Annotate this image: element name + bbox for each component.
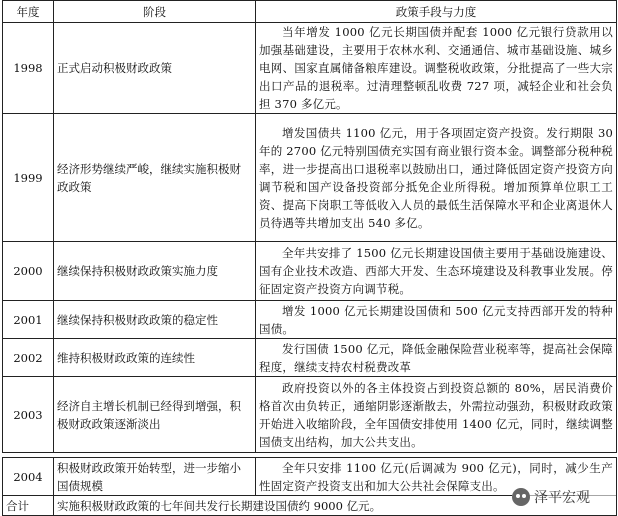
stage-cell: 积极财政政策开始转型，进一步缩小国债规模 xyxy=(54,458,256,496)
measures-cell: 发行国债 1500 亿元，降低金融保险营业税率等，提高社会保障程度，继续支持农村税费改革 xyxy=(256,339,617,377)
year-cell: 2002 xyxy=(3,339,54,377)
stage-cell: 继续保持积极财政政策实施力度 xyxy=(54,242,256,301)
measures-cell: 增发 1000 亿元长期建设国债和 500 亿元支持西部开发的特种国债。 xyxy=(256,301,617,339)
stage-cell: 正式启动积极财政政策 xyxy=(54,23,256,114)
table-row-2001 xyxy=(3,301,617,339)
table-row-2000 xyxy=(3,242,617,301)
stage-cell: 经济形势继续严峻，继续实施积极财政政策 xyxy=(54,114,256,242)
measures-cell: 增发国债共 1100 亿元，用于各项固定资产投资。发行期限 30 年的 2700 亿元特别国债充实国有商业银行资本金。调整部分税种税率，进一步提高出口退税率以鼓励出口，通过降低固定资产投资方向调节税和国产设备投资部分抵免企业所得税。增加预算单位职工工资、提高下岗职工等低收入人员的最低生活保障水平和企业离退休人员待遇等共增加支出 540 多亿。 xyxy=(256,114,617,242)
measures-cell: 全年只安排 1100 亿元(后调减为 900 亿元)，同时，减少生产性固定资产投资支出和加大公共社会保障支出。 xyxy=(256,458,617,496)
header-measures: 政策手段与力度 xyxy=(256,1,617,23)
measures-cell: 当年增发 1000 亿元长期国债并配套 1000 亿元银行贷款用以加强基础建设，主要用于农林水利、交通通信、城市基础设施、城乡电网、国家直属储备粮库建设。调整税收政策，分批提高了一些大宗出口产品的退税率。过清理整顿乱收费 727 项，减轻企业和社会负担 370 多亿元。 xyxy=(256,23,617,114)
header-year: 年度 xyxy=(3,1,54,23)
year-cell: 1998 xyxy=(3,23,54,114)
total-text: 实施积极财政政策的七年间共发行长期建设国债约 9000 亿元。 xyxy=(54,496,617,516)
policy-table xyxy=(2,0,617,453)
stage-cell: 维持积极财政政策的连续性 xyxy=(54,339,256,377)
table-row-1998 xyxy=(3,23,617,114)
table-row-2002 xyxy=(3,339,617,377)
table-row-2003 xyxy=(3,377,617,453)
watermark xyxy=(512,486,616,508)
table-header-row xyxy=(3,1,617,23)
stage-cell: 经济自主增长机制已经得到增强，积极财政政策逐渐淡出 xyxy=(54,377,256,453)
wechat-icon xyxy=(512,488,530,506)
year-cell: 1999 xyxy=(3,114,54,242)
watermark-text: 泽平宏观 xyxy=(534,490,590,506)
header-stage: 阶段 xyxy=(54,1,256,23)
measures-cell: 全年共安排了 1500 亿元长期建设国债主要用于基础设施建设、国有企业技术改造、西部大开发、生态环境建设及科教事业发展。停征固定资产投资方向调节税。 xyxy=(256,242,617,301)
year-cell: 2001 xyxy=(3,301,54,339)
measures-cell: 政府投资以外的各主体投资占到投资总额的 80%，居民消费价格首次由负转正，通缩阴影逐渐散去，外需拉动强劲，积极财政政策开始进入收缩阶段，全年国债安排使用 1400 亿元，同时，继续调整国债支出结构，加大公共支出。 xyxy=(256,377,617,453)
year-cell: 2003 xyxy=(3,377,54,453)
year-cell: 2004 xyxy=(3,458,54,496)
year-cell: 2000 xyxy=(3,242,54,301)
total-label: 合计 xyxy=(3,496,54,516)
stage-cell: 继续保持积极财政政策的稳定性 xyxy=(54,301,256,339)
table-row-1999 xyxy=(3,114,617,242)
